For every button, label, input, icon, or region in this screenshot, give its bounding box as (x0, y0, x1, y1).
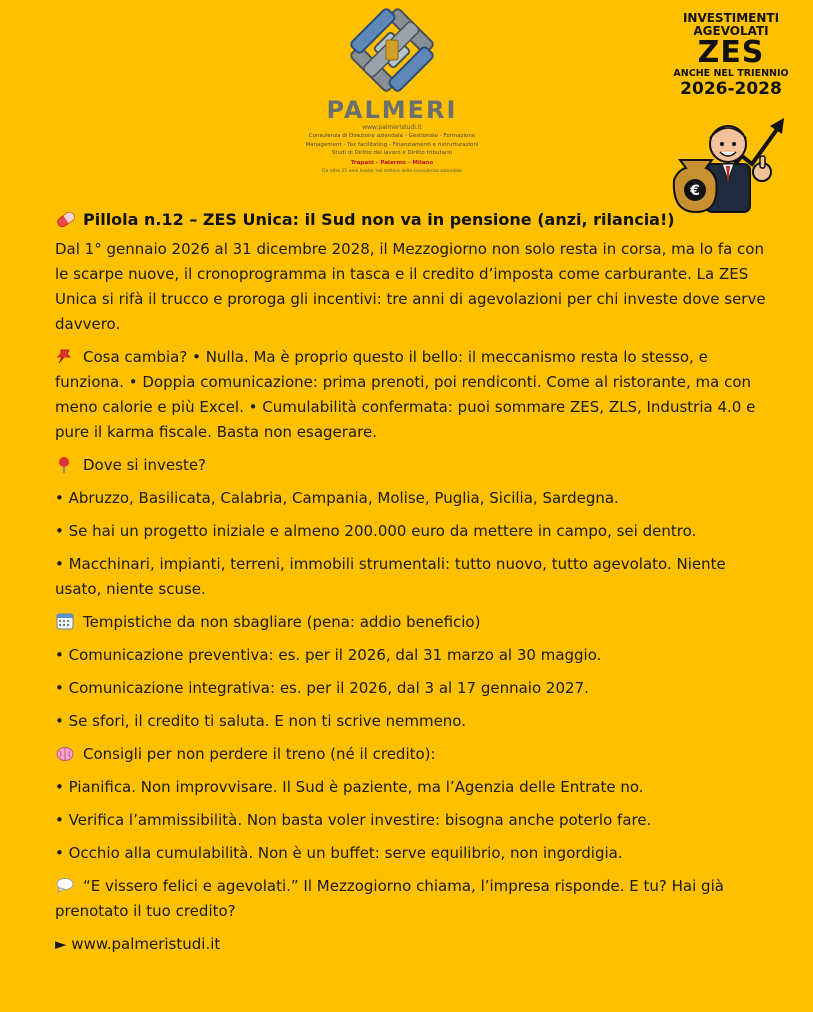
bag-euro-symbol: € (690, 183, 700, 199)
palmeri-logo (292, 4, 492, 192)
website-link[interactable]: ► www.palmeristudi.it (55, 935, 221, 953)
closing-paragraph (55, 874, 770, 924)
promo-line-1: INVESTIMENTI (682, 11, 780, 25)
palmeri-logo-mark-icon (332, 4, 452, 96)
promo-line-2: AGEVOLATI (693, 24, 769, 38)
brand-line-1: Consulenza di Direzione aziendale - Gestionale - Formazione (308, 133, 476, 139)
brain-icon (55, 745, 77, 762)
zes-promo-badge (660, 8, 802, 208)
brand-line-3: Studi di Diritto del lavoro e Diritto tributario (331, 150, 453, 156)
timing-item-1: • Comunicazione preventiva: es. per il 2026, dal 31 marzo al 30 maggio. (55, 646, 602, 664)
tips-item-1: • Pianifica. Non improvvisare. Il Sud è paziente, ma l’Agenzia delle Entrate no. (55, 778, 644, 796)
promo-line-3: ZES (697, 35, 765, 70)
pushpin-icon (55, 348, 77, 365)
pill-icon (55, 211, 77, 228)
where-item-3: • Macchinari, impianti, terreni, immobili strumentali: tutto nuovo, tutto agevolato. Niente usato, niente scuse. (55, 555, 726, 598)
changes-paragraph (55, 345, 770, 445)
timing-item-2: • Comunicazione integrativa: es. per il 2026, dal 3 al 17 gennaio 2027. (55, 679, 589, 697)
changes-text: Cosa cambia? • Nulla. Ma è proprio questo il bello: il meccanismo resta lo stesso, e funziona. • Doppia comunicazione: prima prenoti, poi rendiconti. Come al ristorante, ma con meno calorie e più Excel. • Cumulabilità confermata: puoi sommare ZES, ZLS, Industria 4.0 e pure il karma fiscale. Basta non esagerare. (55, 348, 756, 441)
brand-name: PALMERI (326, 96, 458, 124)
article-title: Pillola n.12 – ZES Unica: il Sud non va in pensione (anzi, rilancia!) (83, 210, 675, 229)
article (55, 203, 770, 965)
speech-bubble-icon (55, 877, 77, 894)
promo-line-4: ANCHE NEL TRIENNIO (673, 68, 789, 79)
intro-paragraph: Dal 1° gennaio 2026 al 31 dicembre 2028, il Mezzogiorno non solo resta in corsa, ma lo fa con le scarpe nuove, il cronoprogramma in tasca e il credito d’imposta come carburante. La ZES Unica si rifà il trucco e proroga gli incentivi: tre anni di agevolazioni per chi investe dove serve davvero. (55, 240, 766, 333)
header (0, 0, 813, 200)
where-heading (55, 453, 770, 478)
where-item-1: • Abruzzo, Basilicata, Calabria, Campania, Molise, Puglia, Sicilia, Sardegna. (55, 489, 619, 507)
promo-line-5: 2026-2028 (680, 78, 782, 99)
timing-heading (55, 610, 770, 635)
brand-line-2: Management - Tax facilitating - Finanziamenti e ristrutturazioni (305, 141, 479, 148)
closing-text: “E vissero felici e agevolati.” Il Mezzogiorno chiama, l’impresa risponde. E tu? Hai già prenotato il tuo credito? (55, 877, 724, 920)
tips-heading (55, 742, 770, 767)
article-title-row (55, 203, 770, 237)
location-pin-icon (55, 456, 77, 473)
brand-footer: Da oltre 25 anni leader nel settore della consulenza aziendale (322, 168, 462, 174)
tips-heading-text: Consigli per non perdere il treno (né il credito): (83, 745, 436, 763)
timing-heading-text: Tempistiche da non sbagliare (pena: addio beneficio) (83, 613, 481, 631)
tips-item-2: • Verifica l’ammissibilità. Non basta voler investire: bisogna anche poterlo fare. (55, 811, 652, 829)
tips-item-3: • Occhio alla cumulabilità. Non è un buffet: serve equilibrio, non ingordigia. (55, 844, 623, 862)
brand-site: www.palmeristudi.it (362, 124, 422, 131)
brand-cities: Trapani – Palermo – Milano (350, 159, 434, 166)
businessman-money-bag-icon (666, 104, 796, 214)
calendar-icon (55, 613, 77, 630)
where-item-2: • Se hai un progetto iniziale e almeno 200.000 euro da mettere in campo, sei dentro. (55, 522, 697, 540)
where-heading-text: Dove si investe? (83, 456, 207, 474)
timing-item-3: • Se sfori, il credito ti saluta. E non ti scrive nemmeno. (55, 712, 466, 730)
